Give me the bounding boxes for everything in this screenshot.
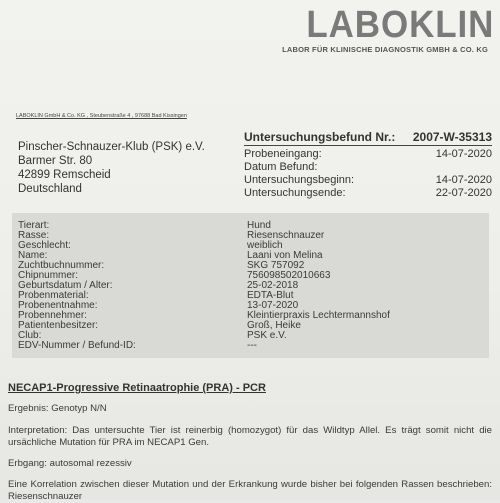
info-label: Probenmaterial: bbox=[18, 290, 89, 301]
info-label: Geburtsdatum / Alter: bbox=[18, 280, 113, 291]
info-label: Zuchtbuchnummer: bbox=[18, 260, 105, 271]
info-label: Tierart: bbox=[18, 220, 50, 231]
info-value: weiblich bbox=[247, 240, 283, 251]
info-value: EDTA-Blut bbox=[247, 290, 294, 301]
report-row-label: Probeneingang: bbox=[244, 148, 322, 160]
info-label: Chipnummer: bbox=[18, 270, 79, 281]
report-title-label: Untersuchungsbefund Nr.: bbox=[244, 130, 396, 144]
info-value: Kleintierpraxis Lechtermannshof bbox=[247, 310, 390, 321]
result-genotype: Ergebnis: Genotyp N/N bbox=[8, 403, 107, 414]
report-number: 2007-W-35313 bbox=[412, 130, 492, 144]
report-row bbox=[244, 148, 492, 161]
result-interpretation: Interpretation: Das untersuchte Tier ist reinerbig (homozygot) für das Wildtyp Allel. Es trägt somit nicht die ursächliche Mutation für PRA im NECAP1 Gen. bbox=[8, 425, 492, 448]
info-row-edv-nummer bbox=[12, 341, 489, 351]
report-header bbox=[244, 130, 492, 200]
report-row bbox=[244, 187, 492, 200]
recipient-address bbox=[18, 140, 205, 196]
info-value: Laani von Melina bbox=[247, 250, 323, 261]
test-title: NECAP1-Progressive Retinaatrophie (PRA) - PCR bbox=[8, 382, 266, 394]
laboklin-logo: LABOKLIN bbox=[306, 4, 494, 46]
report-row-label: Untersuchungsbeginn: bbox=[244, 174, 355, 186]
report-row-value: 14-07-2020 bbox=[435, 148, 492, 160]
sender-line: LABOKLIN GmbH & Co. KG , Steubenstraße 4 , 97688 Bad Kissingen bbox=[16, 113, 187, 119]
report-row bbox=[244, 161, 492, 174]
address-line: Pinscher-Schnauzer-Klub (PSK) e.V. bbox=[18, 141, 205, 153]
info-label: Probenentnahme: bbox=[18, 300, 98, 311]
info-value: PSK e.V. bbox=[247, 330, 287, 341]
info-value: Riesenschnauzer bbox=[247, 230, 325, 241]
info-label: Patientenbesitzer: bbox=[18, 320, 99, 331]
info-value: Groß, Heike bbox=[247, 320, 301, 331]
report-title bbox=[244, 130, 492, 146]
report-row-value: 14-07-2020 bbox=[435, 174, 492, 186]
info-value: --- bbox=[247, 340, 257, 351]
info-value: 756098502010663 bbox=[247, 270, 331, 281]
info-label: EDV-Nummer / Befund-ID: bbox=[18, 340, 136, 351]
logo-subtitle: LABOR FÜR KLINISCHE DIAGNOSTIK GMBH & CO. KG bbox=[282, 45, 488, 54]
info-label: Name: bbox=[18, 250, 48, 261]
info-label: Geschlecht: bbox=[18, 240, 71, 251]
info-value: Hund bbox=[247, 220, 271, 231]
info-value: 13-07-2020 bbox=[247, 300, 299, 311]
report-row-value: 22-07-2020 bbox=[435, 187, 492, 199]
info-label: Rasse: bbox=[18, 230, 50, 241]
report-row bbox=[244, 174, 492, 187]
result-inheritance: Erbgang: autosomal rezessiv bbox=[8, 458, 132, 469]
info-value: SKG 757092 bbox=[247, 260, 305, 271]
info-label: Probennehmer: bbox=[18, 310, 87, 321]
address-line: Deutschland bbox=[18, 183, 82, 195]
address-line: 42899 Remscheid bbox=[18, 169, 111, 181]
address-line: Barmer Str. 80 bbox=[18, 155, 93, 167]
report-row-label: Datum Befund: bbox=[244, 161, 318, 173]
result-correlation: Eine Korrelation zwischen dieser Mutation und der Erkrankung wurde bisher bei folgenden Rassen beschrieben: Riesenschnauzer bbox=[8, 479, 492, 502]
report-row-label: Untersuchungsende: bbox=[244, 187, 346, 199]
animal-info-box bbox=[12, 213, 489, 358]
info-label: Club: bbox=[18, 330, 42, 341]
info-value: 25-02-2018 bbox=[247, 280, 299, 291]
